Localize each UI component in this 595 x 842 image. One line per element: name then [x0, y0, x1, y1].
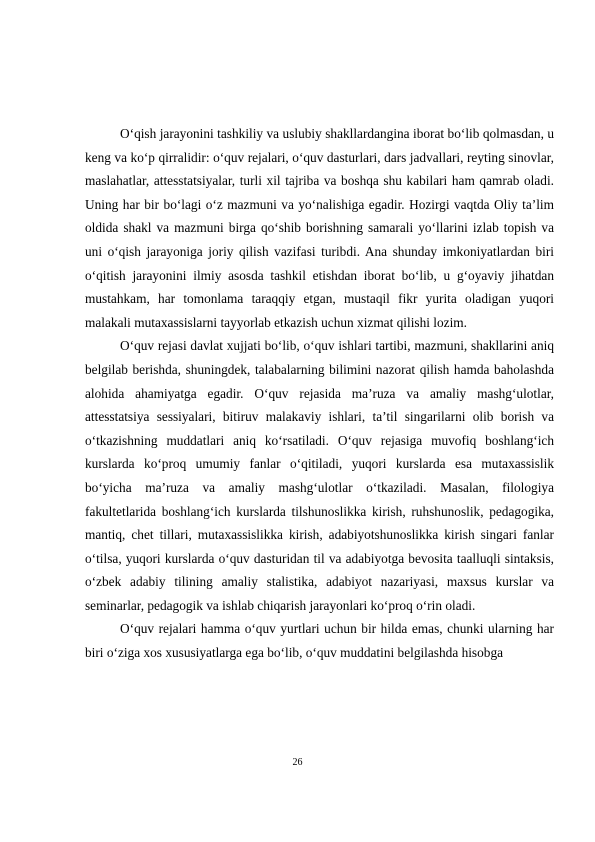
paragraph-3: O‘quv rejalari hamma o‘quv yurtlari uchun bir hilda emas, chunki ularning har biri o‘ziga xos xususiyatlarga ega bo‘lib, o‘quv muddatini belgilashda hisobga [85, 621, 554, 661]
paragraph-1: O‘qish jarayonini tashkiliy va uslubiy shakllardangina iborat bo‘lib qolmasdan, u keng va ko‘p qirralidir: o‘quv rejalari, o‘quv dasturlari, dars jadvallari, reyting sinovlar, maslahatlar, attesstatsiyalar, turli xil tajriba va boshqa shu kabilari ham qamrab oladi. Uning har bir bo‘lagi o‘z mazmuni va yo‘nalishiga egadir. Hozirgi vaqtda Oliy ta’lim oldida shakl va mazmuni birga qo‘shib borishning samarali yo‘llarini izlab topish va uni o‘qish jarayoniga joriy qilish vazifasi turibdi. Ana shunday imkoniyatlardan biri o‘qitish jarayonini ilmiy asosda tashkil etishdan iborat bo‘lib, u g‘oyaviy jihatdan mustahkam, har tomonlama taraqqiy etgan, mustaqil fikr yurita oladigan yuqori malakali mutaxassislarni tayyorlab etkazish uchun xizmat qilishi lozim. [85, 126, 554, 330]
page-number: 26 [292, 757, 303, 768]
paragraph-2: O‘quv rejasi davlat xujjati bo‘lib, o‘quv ishlari tartibi, mazmuni, shakllarini aniq belgilab berishda, shuningdek, talabalarning bilimini nazorat qilish hamda baholashda alohida ahamiyatga egadir. O‘quv rejasida ma’ruza va amaliy mashg‘ulotlar, attesstatsiya sessiyalari, bitiruv malakaviy ishlari, ta’til singarilarni olib borish va o‘tkazishning muddatlari aniq ko‘rsatiladi. O‘quv rejasiga muvofiq boshlang‘ich kurslarda ko‘proq umumiy fanlar o‘qitiladi, yuqori kurslarda esa mutaxassislik bo‘yicha ma’ruza va amaliy mashg‘ulotlar o‘tkaziladi. Masalan, filologiya fakultetlarida boshlang‘ich kurslarda tilshunoslikka kirish, ruhshunoslik, pedagogika, mantiq, chet tillari, mutaxassislikka kirish, adabiyotshunoslikka kirish singari fanlar o‘tilsa, yuqori kurslarda o‘quv dasturidan til va adabiyotga bevosita taalluqli sintaksis, o‘zbek adabiy tilining amaliy stalistika, adabiyot nazariyasi, maxsus kurslar va seminarlar, pedagogik va ishlab chiqarish jarayonlari ko‘proq o‘rin oladi. [85, 338, 554, 613]
body-text [85, 122, 554, 665]
